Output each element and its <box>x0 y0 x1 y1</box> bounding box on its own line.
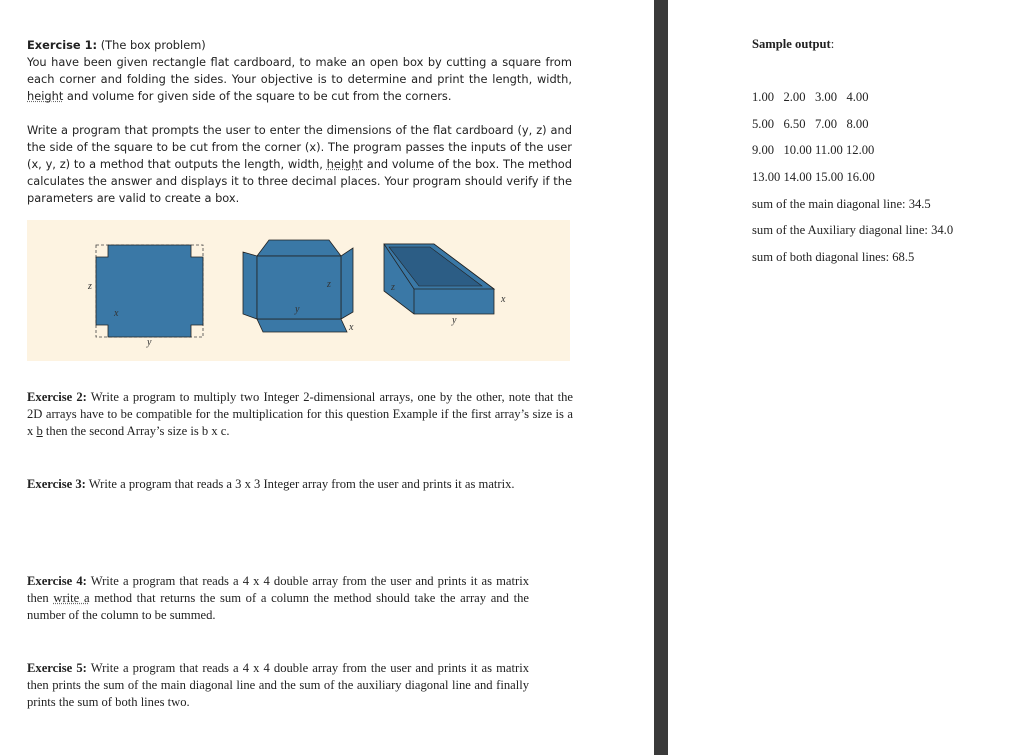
fold-bottom-flap <box>257 319 347 332</box>
flat-cardboard-diagram <box>87 245 203 348</box>
sample-output-row-3: 9.00 10.00 11.00 12.00 <box>752 143 875 157</box>
exercise-1-para1-text-b: and volume for given side of the square to be cut from the corners. <box>63 89 452 103</box>
exercise-4-text-a: Write a program that reads a 4 x 4 double array from the user and prints it as matrix then <box>27 574 529 605</box>
box-diagram-figure <box>27 220 570 361</box>
fold-label-z: z <box>327 279 331 290</box>
sample-output-colon: : <box>830 37 835 51</box>
exercise-5-text: Write a program that reads a 4 x 4 double array from the user and prints it as matrix then prints the sum of the main diagonal line and the sum of the auxiliary diagonal line and finally prints the sum of both lines two. <box>27 661 529 709</box>
sample-output-row-4: 13.00 14.00 15.00 16.00 <box>752 170 875 184</box>
flat-label-z: z <box>88 281 92 292</box>
exercise-1-title: Exercise 1: <box>27 38 98 52</box>
fold-label-x: x <box>349 322 354 333</box>
sample-output-heading <box>752 37 834 52</box>
sample-output-main-diagonal: sum of the main diagonal line: 34.5 <box>752 197 931 211</box>
document-page-right <box>668 0 1024 755</box>
exercise-3-title: Exercise 3: <box>27 477 86 491</box>
box-label-x: x <box>501 294 506 305</box>
box-label-z: z <box>391 282 395 293</box>
exercise-3-text: Write a program that reads a 3 x 3 Integer array from the user and prints it as matrix. <box>85 477 515 491</box>
sample-output-row-1: 1.00 2.00 3.00 4.00 <box>752 90 869 104</box>
exercise-1-heading <box>27 37 572 54</box>
sample-output-title: Sample output <box>752 37 831 51</box>
page-divider <box>654 0 668 755</box>
exercise-1-subtitle: (The box problem) <box>100 38 206 52</box>
exercise-1-paragraph-1 <box>27 54 572 105</box>
exercise-4-text-b: method that returns the sum of a column the method should take the array and the number of the column to be summed. <box>27 591 529 622</box>
exercise-1-para1-height-word: height <box>27 89 64 103</box>
exercise-2-text-a: Write a program to multiply two Integer 2-dimensional arrays, one by the other, note that the 2D arrays have to be compatible for the multiplication for this question Example if the first array’s size is a x <box>27 390 573 438</box>
box-label-y: y <box>452 315 457 326</box>
exercise-2 <box>27 389 573 440</box>
exercise-2-title: Exercise 2: <box>27 390 87 404</box>
fold-top-flap <box>257 240 341 256</box>
exercise-4-title: Exercise 4: <box>27 574 87 588</box>
sample-output-aux-diagonal: sum of the Auxiliary diagonal line: 34.0 <box>752 223 954 237</box>
exercise-2-text-c: then the second Array’s size is b x c. <box>42 424 230 438</box>
sample-output-both-diagonals: sum of both diagonal lines: 68.5 <box>752 250 915 264</box>
exercise-1-para1-text-a: You have been given rectangle flat cardboard, to make an open box by cutting a square from each corner and folding the sides. Your objective is to determine and print the length, width, <box>27 55 572 86</box>
box-diagram-svg <box>27 220 570 361</box>
finished-box-diagram <box>384 244 506 326</box>
fold-right-flap <box>341 248 353 319</box>
flat-label-x: x <box>114 308 119 319</box>
exercise-4 <box>27 573 529 624</box>
fold-label-y: y <box>295 304 300 315</box>
exercise-2-text-b: b <box>36 424 43 438</box>
exercise-1-paragraph-2 <box>27 122 572 207</box>
exercise-4-text-write: write a <box>53 591 90 605</box>
sample-output-row-2: 5.00 6.50 7.00 8.00 <box>752 117 869 131</box>
fold-left-flap <box>243 252 257 319</box>
exercise-3 <box>27 476 529 493</box>
exercise-5 <box>27 660 529 711</box>
exercise-1-para2-height-word: height <box>326 157 363 171</box>
cardboard-cut-shape <box>96 245 203 337</box>
exercise-1-para2-text-b: and volume of the box. The method calculates the answer and displays it to three decimal places. Your program should verify if the parameters are valid to create a box. <box>27 157 572 205</box>
exercise-1-para2-text-a: Write a program that prompts the user to enter the dimensions of the flat cardboard (y, z) and the side of the square to be cut from the corner (x). The program passes the inputs of the user (x, y, z) to a method that outputs the length, width, <box>27 123 572 171</box>
folding-box-diagram <box>243 240 354 333</box>
flat-label-y: y <box>147 337 152 348</box>
exercise-5-title: Exercise 5: <box>27 661 87 675</box>
